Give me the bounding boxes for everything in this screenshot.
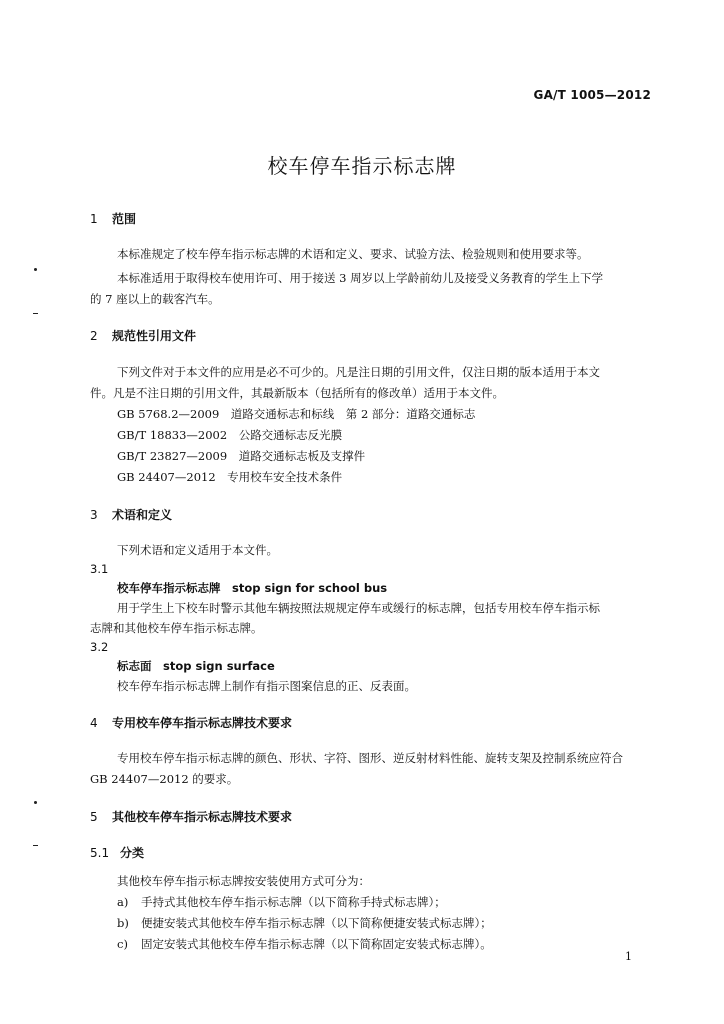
page-number: 1 (625, 950, 632, 963)
paragraph: 下列术语和定义适用于本文件。 (117, 543, 278, 557)
list-label: b) (117, 916, 129, 930)
section-title: 范围 (112, 212, 137, 226)
term-definition: 用于学生上下校车时警示其他车辆按照法规规定停车或缓行的标志牌，包括专用校车停车指示标 (117, 601, 600, 615)
term-number: 3.2 (90, 640, 109, 654)
term-number: 3.1 (90, 562, 109, 576)
subsection-title: 分类 (120, 846, 145, 860)
paragraph: 专用校车停车指示标志牌的颜色、形状、字符、图形、逆反射材料性能、旋转支架及控制系统应符合 (117, 751, 623, 765)
reference-item: GB/T 23827—2009 道路交通标志板及支撑件 (117, 449, 366, 463)
list-item (117, 936, 492, 952)
list-text: 便捷安装式其他校车停车指示标志牌（以下简称便捷安装式标志牌）； (141, 916, 492, 930)
subsection-number: 5.1 (90, 846, 110, 860)
list-item (117, 915, 492, 931)
section-title: 规范性引用文件 (112, 329, 197, 343)
term-heading: 校车停车指示标志牌 stop sign for school bus (117, 581, 388, 595)
paragraph-continuation: 的 7 座以上的载客汽车。 (90, 292, 220, 306)
list-label: c) (117, 937, 128, 951)
paragraph-continuation: GB 24407—2012 的要求。 (90, 772, 239, 786)
paragraph: 本标准适用于取得校车使用许可、用于接送 3 周岁以上学龄前幼儿及接受义务教育的学生上下学 (117, 271, 604, 285)
section-title: 专用校车停车指示标志牌技术要求 (112, 716, 293, 730)
margin-dash (33, 313, 38, 314)
list-text: 固定安装式其他校车停车指示标志牌（以下简称固定安装式标志牌）。 (141, 937, 492, 951)
margin-dash (33, 845, 38, 846)
term-heading: 标志面 stop sign surface (117, 659, 275, 673)
section-number: 5 (90, 810, 98, 824)
term-definition-continuation: 志牌和其他校车停车指示标志牌。 (90, 621, 263, 635)
paragraph-continuation: 件。凡是不注日期的引用文件，其最新版本（包括所有的修改单）适用于本文件。 (90, 386, 504, 400)
section-number: 2 (90, 329, 98, 343)
subsection-5-1-heading (90, 844, 144, 861)
term-definition: 校车停车指示标志牌上制作有指示图案信息的正、反表面。 (117, 679, 416, 693)
document-title: 校车停车指示标志牌 (267, 154, 457, 178)
section-5-heading (90, 808, 292, 825)
list-label: a) (117, 895, 129, 909)
reference-item: GB 5768.2—2009 道路交通标志和标线 第 2 部分：道路交通标志 (117, 407, 476, 421)
section-title: 其他校车停车指示标志牌技术要求 (112, 810, 293, 824)
section-1-heading (90, 210, 136, 227)
list-item (117, 894, 446, 910)
section-title: 术语和定义 (112, 508, 173, 522)
margin-dot (34, 268, 37, 271)
section-number: 4 (90, 716, 98, 730)
standard-number: GA/T 1005—2012 (533, 88, 651, 102)
paragraph: 本标准规定了校车停车指示标志牌的术语和定义、要求、试验方法、检验规则和使用要求等。 (117, 247, 589, 261)
section-4-heading (90, 714, 292, 731)
reference-item: GB 24407—2012 专用校车安全技术条件 (117, 470, 343, 484)
section-number: 3 (90, 508, 98, 522)
paragraph: 下列文件对于本文件的应用是必不可少的。凡是注日期的引用文件，仅注日期的版本适用于本文 (117, 365, 600, 379)
reference-item: GB/T 18833—2002 公路交通标志反光膜 (117, 428, 343, 442)
margin-dot (34, 801, 37, 804)
paragraph: 其他校车停车指示标志牌按安装使用方式可分为： (117, 874, 370, 888)
section-2-heading (90, 327, 196, 344)
section-number: 1 (90, 212, 98, 226)
section-3-heading (90, 506, 172, 523)
list-text: 手持式其他校车停车指示标志牌（以下简称手持式标志牌）； (141, 895, 446, 909)
